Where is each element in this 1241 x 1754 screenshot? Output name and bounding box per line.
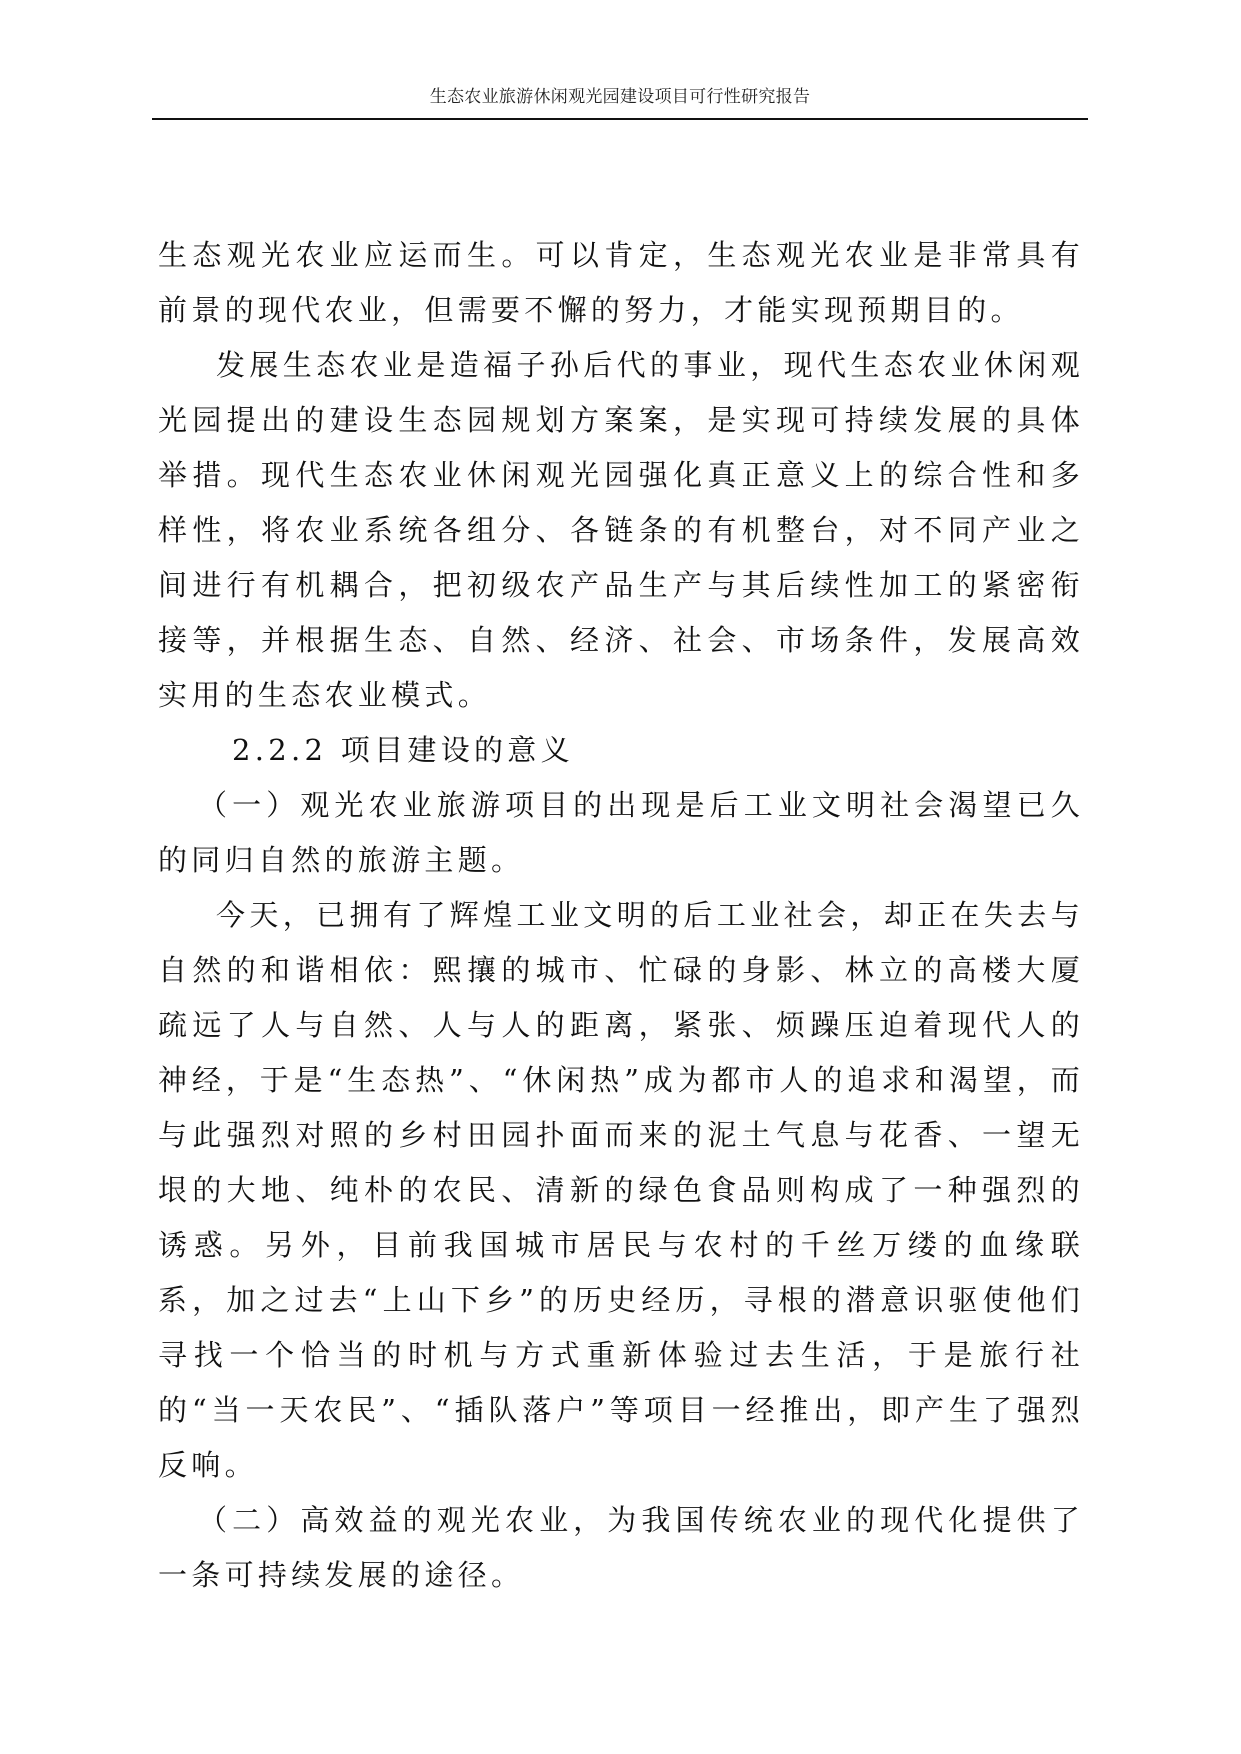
paragraph-continuation: 生态观光农业应运而生。可以肯定，生态观光农业是非常具有前景的现代农业，但需要不懈的努力，才能实现预期目的。 bbox=[158, 238, 1084, 327]
paragraph-ecological-agriculture: 发展生态农业是造福子孙后代的事业，现代生态农业休闲观光园提出的建设生态园规划方案案，是实现可持续发展的具体举措。现代生态农业休闲观光园强化真正意义上的综合性和多样性，将农业系统各组分、各链条的有机整台，对不同产业之间进行有机耦合，把初级农产品生产与其后续性加工的紧密衔接等，并根据生态、自然、经济、社会、市场条件，发展高效实用的生态农业模式。 bbox=[158, 348, 1084, 712]
header-title: 生态农业旅游休闲观光园建设项目可行性研究报告 bbox=[429, 87, 811, 107]
subheading-point-two: （二）高效益的观光农业，为我国传统农业的现代化提供了一条可持续发展的途径。 bbox=[158, 1503, 1084, 1592]
subheading-point-one: （一）观光农业旅游项目的出现是后工业文明社会渴望已久的同归自然的旅游主题。 bbox=[158, 788, 1084, 877]
section-heading: 2.2.2 项目建设的意义 bbox=[232, 733, 574, 767]
paragraph-post-industrial-society: 今天，已拥有了辉煌工业文明的后工业社会，却正在失去与自然的和谐相依：熙攘的城市、忙碌的身影、林立的高楼大厦疏远了人与自然、人与人的距离，紧张、烦躁压迫着现代人的神经，于是“生态热”、“休闲热”成为都市人的追求和渴望，而与此强烈对照的乡村田园扑面而来的泥土气息与花香、一望无垠的大地、纯朴的农民、清新的绿色食品则构成了一种强烈的诱惑。另外，目前我国城市居民与农村的千丝万缕的血缘联系，加之过去“上山下乡”的历史经历，寻根的潜意识驱使他们寻找一个恰当的时机与方式重新体验过去生活，于是旅行社的“当一天农民”、“插队落户”等项目一经推出，即产生了强烈反响。 bbox=[158, 898, 1084, 1482]
document-body bbox=[158, 228, 1084, 1603]
page-header bbox=[152, 86, 1088, 120]
